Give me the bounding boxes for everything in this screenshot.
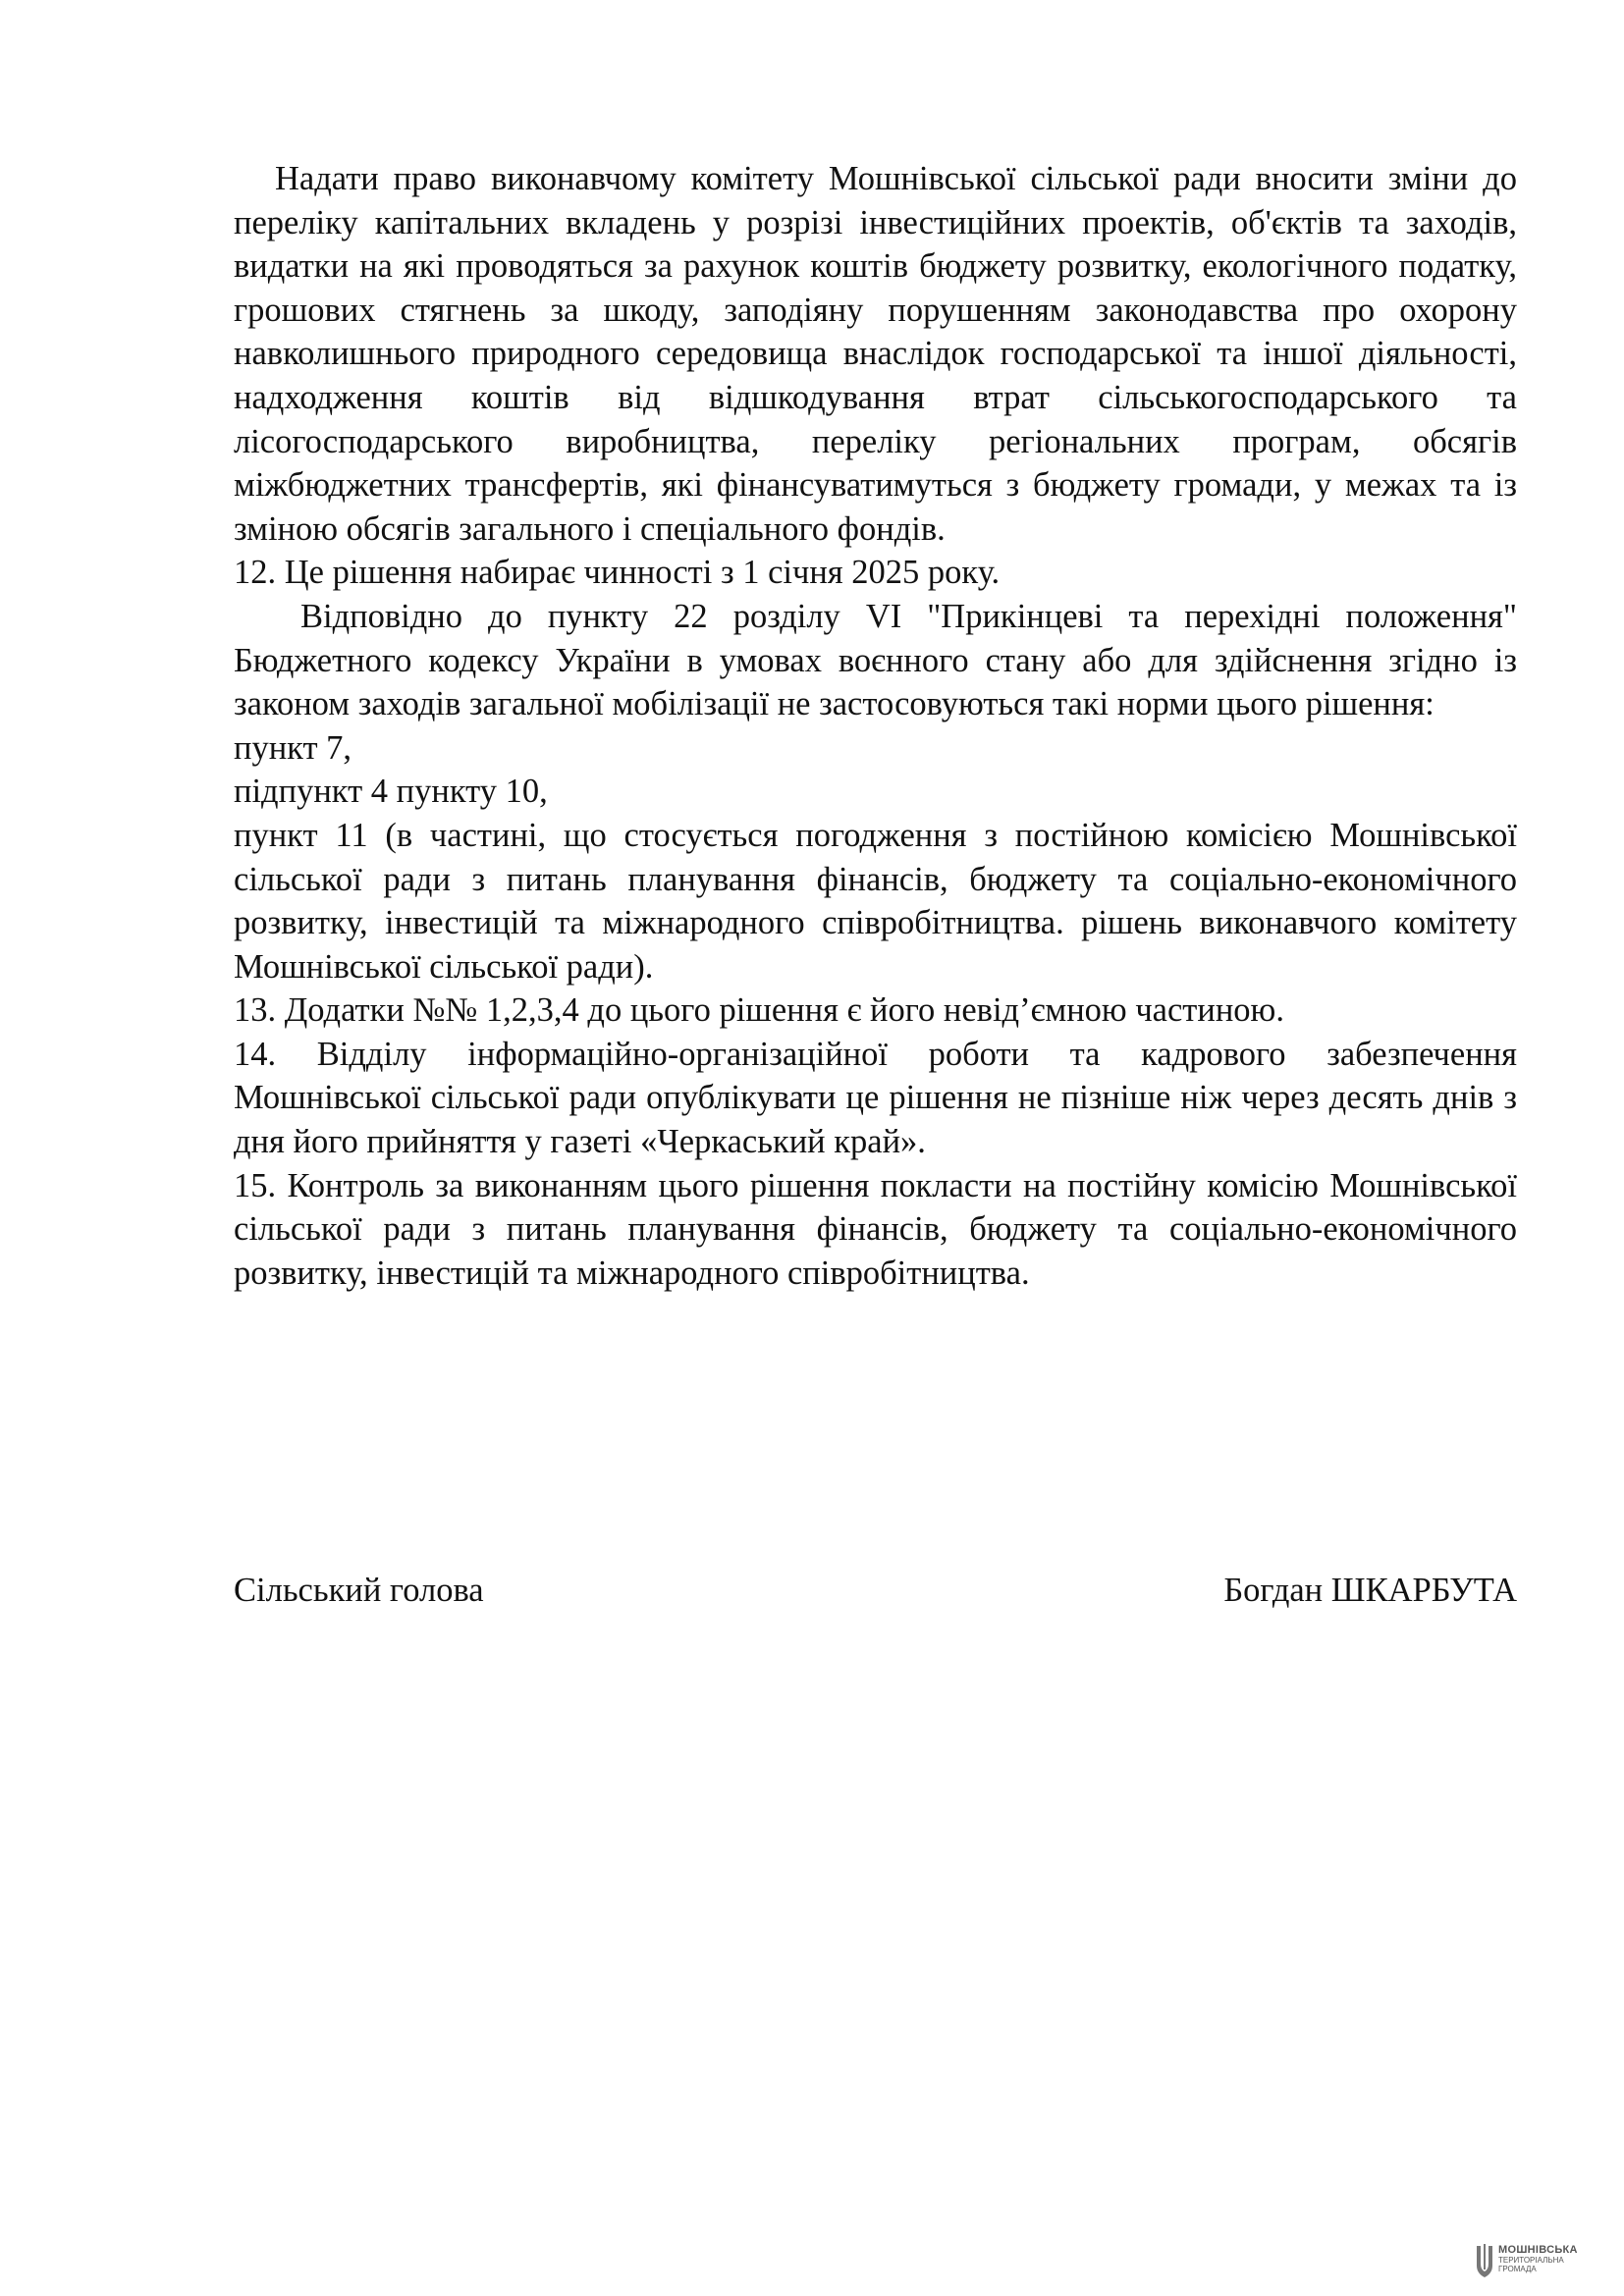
- paragraph-item-15: 15. Контроль за виконанням цього рішення покласти на постійну комісію Мошнівської сільської ради з питань планування фінансів, бюджету та соціально-економічного розвитку, інвестицій та міжнародного співробітництва.: [234, 1166, 1517, 1292]
- community-logo: [1475, 2244, 1593, 2287]
- paragraph-exception-item-7: пункт 7,: [234, 728, 352, 767]
- signature-name: Богдан ШКАРБУТА: [1223, 1572, 1517, 1609]
- signature-block: [234, 1569, 1517, 1613]
- logo-text: [1498, 2244, 1578, 2273]
- document-body: [234, 157, 1517, 1295]
- paragraph-item-14: 14. Відділу інформаційно-організаційної роботи та кадрового забезпечення Мошнівської сільської ради опублікувати це рішення не пізніше ніж через десять днів з дня його прийняття у газеті «Черкаський край».: [234, 1035, 1517, 1161]
- logo-line-1: МОШНІВСЬКА: [1498, 2244, 1578, 2256]
- signature-position: Сільський голова: [234, 1572, 484, 1609]
- paragraph-exception-subitem-4: підпункт 4 пункту 10,: [234, 773, 548, 811]
- trident-icon: [1475, 2244, 1494, 2279]
- logo-line-3: ГРОМАДА: [1498, 2265, 1537, 2273]
- paragraph-executive-committee-rights: Надати право виконавчому комітету Мошнівської сільської ради вносити зміни до переліку капітальних вкладень у розрізі інвестиційних проектів, об'єктів та заходів, видатки на які проводяться за рахунок коштів бюджету розвитку, екологічного податку, грошових стягнень за шкоду, заподіяну порушенням законодавства про охорону навколишнього природного середовища внаслідок господарської та іншої діяльності, надходження коштів від відшкодування втрат сільськогосподарського та лісогосподарського виробництва, переліку регіональних програм, обсягів міжбюджетних трансфертів, які фінансуватимуться з бюджету громади, у межах та із зміною обсягів загального і спеціального фондів.: [234, 160, 1517, 548]
- paragraph-item-12: 12. Це рішення набирає чинності з 1 січня 2025 року.: [234, 554, 1001, 592]
- paragraph-item-13: 13. Додатки №№ 1,2,3,4 до цього рішення є його невід’ємною частиною.: [234, 991, 1284, 1030]
- paragraph-exception-item-11: пункт 11 (в частині, що стосується погодження з постійною комісією Мошнівської сільської ради з питань планування фінансів, бюджету та соціально-економічного розвитку, інвестицій та міжнародного співробітництва. рішень виконавчого комітету Мошнівської сільської ради).: [234, 816, 1517, 986]
- logo-line-2: ТЕРИТОРІАЛЬНА: [1498, 2256, 1564, 2265]
- paragraph-martial-law-exceptions: Відповідно до пункту 22 розділу VI "Прикінцеві та перехідні положення" Бюджетного кодексу України в умовах воєнного стану або для здійснення згідно із законом заходів загальної мобілізації не застосовуються такі норми цього рішення:: [234, 597, 1517, 723]
